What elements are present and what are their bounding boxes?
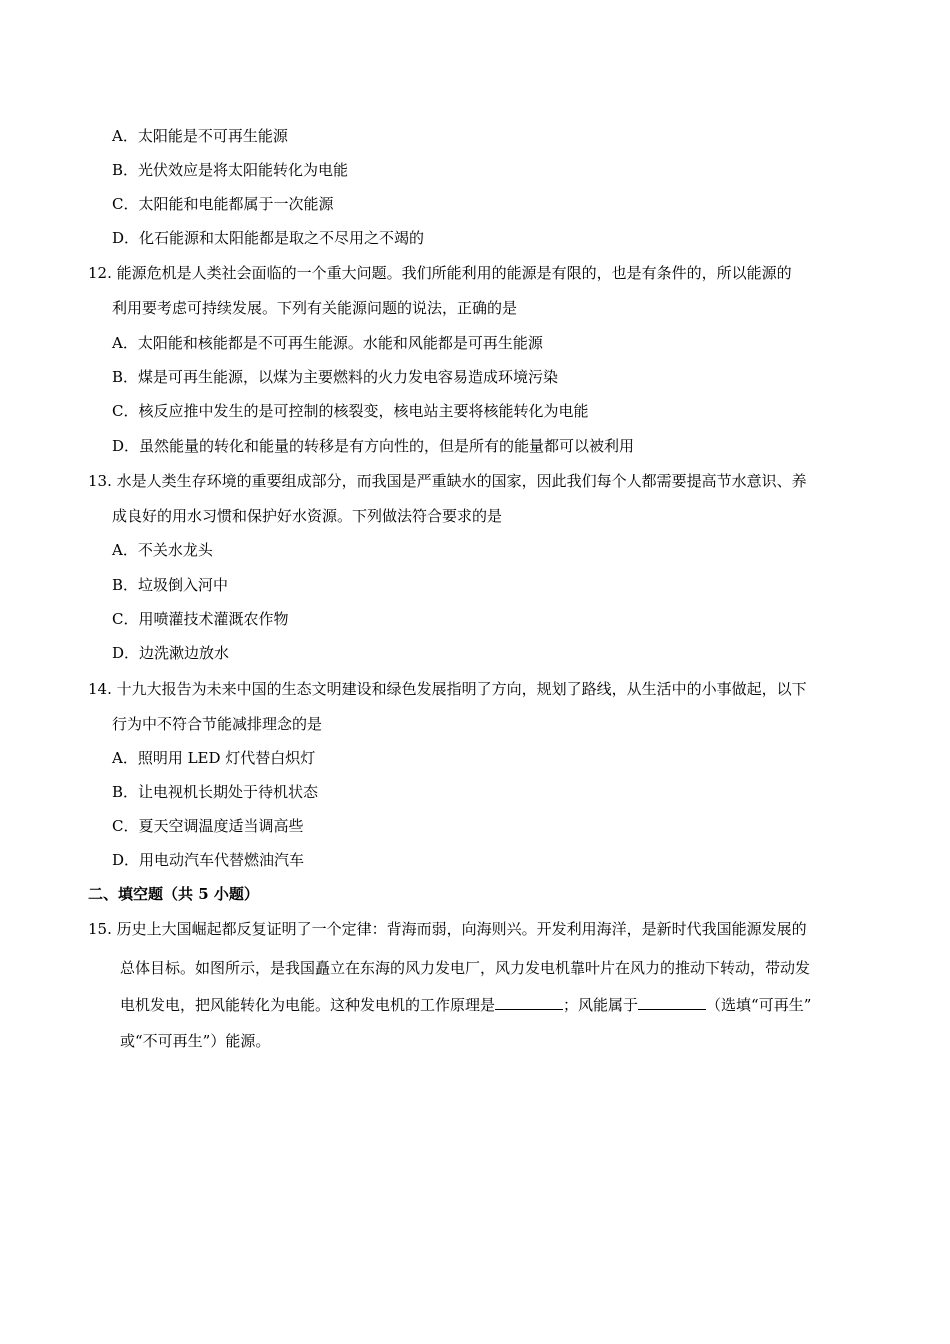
answer-blank-2[interactable] xyxy=(638,995,706,1010)
q15-stem-line4: 或“不可再生”）能源。 xyxy=(120,1032,271,1050)
q14-stem-line2: 行为中不符合节能减排理念的是 xyxy=(112,715,323,733)
q12-option-d: D．虽然能量的转化和能量的转移是有方向性的，但是所有的能量都可以被利用 xyxy=(112,437,635,455)
q12-stem-line2: 利用要考虑可持续发展。下列有关能源问题的说法，正确的是 xyxy=(112,299,518,317)
q12-option-a: A．太阳能和核能都是不可再生能源。水能和风能都是可再生能源 xyxy=(112,334,543,352)
q14-option-b: B．让电视机长期处于待机状态 xyxy=(112,783,319,801)
q15-line3-text3: （选填“可再生” xyxy=(706,996,812,1014)
q15-stem-line1: 15. 历史上大国崛起都反复证明了一个定律：背海而弱，向海则兴。开发利用海洋，是新时代我国能源发展的 xyxy=(88,920,807,938)
q12-option-b: B．煤是可再生能源，以煤为主要燃料的火力发电容易造成环境污染 xyxy=(112,368,559,386)
q11-option-b: B．光伏效应是将太阳能转化为电能 xyxy=(112,161,349,179)
answer-blank-1[interactable] xyxy=(495,995,563,1010)
q13-option-c: C．用喷灌技术灌溉农作物 xyxy=(112,610,289,628)
q12-option-c: C．核反应推中发生的是可控制的核裂变，核电站主要将核能转化为电能 xyxy=(112,402,589,420)
q11-option-a: A．太阳能是不可再生能源 xyxy=(112,127,288,145)
q11-option-d: D．化石能源和太阳能都是取之不尽用之不竭的 xyxy=(112,229,425,247)
q13-option-d: D．边洗漱边放水 xyxy=(112,644,230,662)
q14-stem-line1: 14. 十九大报告为未来中国的生态文明建设和绿色发展指明了方向，规划了路线，从生活中的小事做起，以下 xyxy=(88,680,807,698)
q11-option-c: C．太阳能和电能都属于一次能源 xyxy=(112,195,334,213)
q13-stem-line2: 成良好的用水习惯和保护好水资源。下列做法符合要求的是 xyxy=(112,507,503,525)
q15-line3-text1: 电机发电，把风能转化为电能。这种发电机的工作原理是 xyxy=(120,996,496,1014)
q13-stem-line1: 13. 水是人类生存环境的重要组成部分，而我国是严重缺水的国家，因此我们每个人都需要提高节水意识、养 xyxy=(88,472,807,490)
q15-line3-text2: ；风能属于 xyxy=(563,996,639,1014)
q15-stem-line2: 总体目标。如图所示，是我国矗立在东海的风力发电厂，风力发电机靠叶片在风力的推动下转动，带动发 xyxy=(120,959,811,977)
q13-option-b: B．垃圾倒入河中 xyxy=(112,576,229,594)
q14-option-a: A．照明用 LED 灯代替白炽灯 xyxy=(112,749,316,767)
q15-stem-line3 xyxy=(120,995,811,1015)
section-heading: 二、填空题（共 5 小题） xyxy=(88,885,259,903)
q13-option-a: A．不关水龙头 xyxy=(112,541,213,559)
q14-option-c: C．夏天空调温度适当调高些 xyxy=(112,817,304,835)
q12-stem-line1: 12. 能源危机是人类社会面临的一个重大问题。我们所能利用的能源是有限的，也是有条件的，所以能源的 xyxy=(88,264,792,282)
q14-option-d: D．用电动汽车代替燃油汽车 xyxy=(112,851,305,869)
